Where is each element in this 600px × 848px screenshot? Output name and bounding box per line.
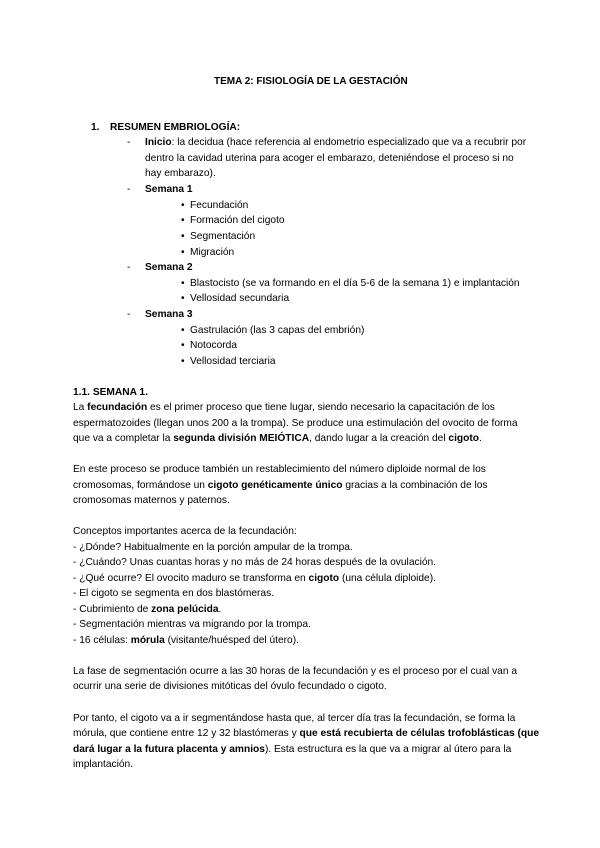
list-dash: - [127, 184, 131, 195]
week-label: Semana 2 [145, 262, 193, 273]
bullet: • [181, 200, 185, 211]
list-item: Formación del cigoto [190, 215, 285, 226]
bullet: • [181, 278, 185, 289]
concepts-intro: Conceptos importantes acerca de la fecundación: [73, 526, 297, 537]
paragraph-line: cromosomas maternos y paternos. [73, 495, 230, 506]
paragraph-line: que va a completar la segunda división MEIÓTICA, dando lugar a la creación del cigoto. [73, 433, 482, 444]
term-cigoto: cigoto [448, 433, 479, 444]
list-item: Migración [190, 247, 235, 258]
concept-item: - ¿Cuándo? Unas cuantas horas y no más de 24 horas después de la ovulación. [73, 557, 437, 568]
section-number: 1. [91, 122, 100, 133]
list-item: Segmentación [190, 231, 256, 242]
week-label: Semana 3 [145, 309, 193, 320]
list-dash: - [127, 137, 131, 148]
list-item: Notocorda [190, 340, 238, 351]
list-item: Fecundación [190, 200, 249, 211]
inicio-label: Inicio [145, 137, 172, 148]
paragraph-line: La fase de segmentación ocurre a las 30 horas de la fecundación y es el proceso por el cual van a [73, 666, 517, 677]
inicio-line-2: dentro la cavidad uterina para acoger el embarazo, deteniéndose el proceso si no [145, 153, 514, 164]
list-dash: - [127, 309, 131, 320]
subsection-heading: 1.1. SEMANA 1. [73, 387, 148, 398]
paragraph-line: implantación. [73, 759, 134, 770]
list-item: Blastocisto (se va formando en el día 5-6 de la semana 1) e implantación [190, 278, 520, 289]
list-dash: - [127, 262, 131, 273]
inicio-line-3: hay embarazo). [145, 168, 216, 179]
concept-item: - Segmentación mientras va migrando por la trompa. [73, 619, 311, 630]
bullet: • [181, 247, 185, 258]
list-item: Gastrulación (las 3 capas del embrión) [190, 325, 365, 336]
concept-item: - Cubrimiento de zona pelúcida. [73, 604, 222, 615]
bullet: • [181, 215, 185, 226]
list-item: Vellosidad secundaria [190, 293, 290, 304]
inicio-line-1: Inicio: la decidua (hace referencia al endometrio especializado que va a recubrir por [145, 137, 527, 148]
paragraph-line: mórula, que contiene entre 12 y 32 blastómeras y que está recubierta de células trofoblásticas (que [73, 728, 540, 739]
paragraph-line: espermatozoides (llegan unos 200 a la trompa). Se produce una estimulación del ovocito de forma [73, 418, 518, 429]
concept-item: - ¿Qué ocurre? El ovocito maduro se transforma en cigoto (una célula diploide). [73, 573, 436, 584]
paragraph-line: dará lugar a la futura placenta y amnios). Esta estructura es la que va a migrar al útero para la [73, 744, 512, 755]
paragraph-line: cromosomas, formándose un cigoto genéticamente único gracias a la combinación de los [73, 480, 488, 491]
bullet: • [181, 340, 185, 351]
bullet: • [181, 231, 185, 242]
paragraph-line: En este proceso se produce también un restablecimiento del número diploide normal de los [73, 464, 486, 475]
bullet: • [181, 293, 185, 304]
term-segunda-division: segunda división MEIÓTICA [173, 433, 310, 444]
concept-item: - El cigoto se segmenta en dos blastómeras. [73, 588, 275, 599]
term-cigoto-unico: cigoto genéticamente único [207, 480, 343, 491]
list-item: Vellosidad terciaria [190, 356, 276, 367]
paragraph-line: Por tanto, el cigoto va a ir segmentándose hasta que, al tercer día tras la fecundación, se forma la [73, 713, 516, 724]
bullet: • [181, 325, 185, 336]
term-fecundacion: fecundación [87, 402, 148, 413]
section-heading: RESUMEN EMBRIOLOGÍA: [110, 122, 241, 133]
bullet: • [181, 356, 185, 367]
paragraph-line: La fecundación es el primer proceso que tiene lugar, siendo necesario la capacitación de los [73, 402, 495, 413]
concept-item: - 16 células: mórula (visitante/huésped del útero). [73, 635, 299, 646]
page-title: TEMA 2: FISIOLOGÍA DE LA GESTACIÓN [214, 76, 408, 87]
concept-item: - ¿Dónde? Habitualmente en la porción ampular de la trompa. [73, 542, 353, 553]
paragraph-line: ocurrir una serie de divisiones mitóticas del óvulo fecundado o cigoto. [73, 681, 387, 692]
week-label: Semana 1 [145, 184, 193, 195]
